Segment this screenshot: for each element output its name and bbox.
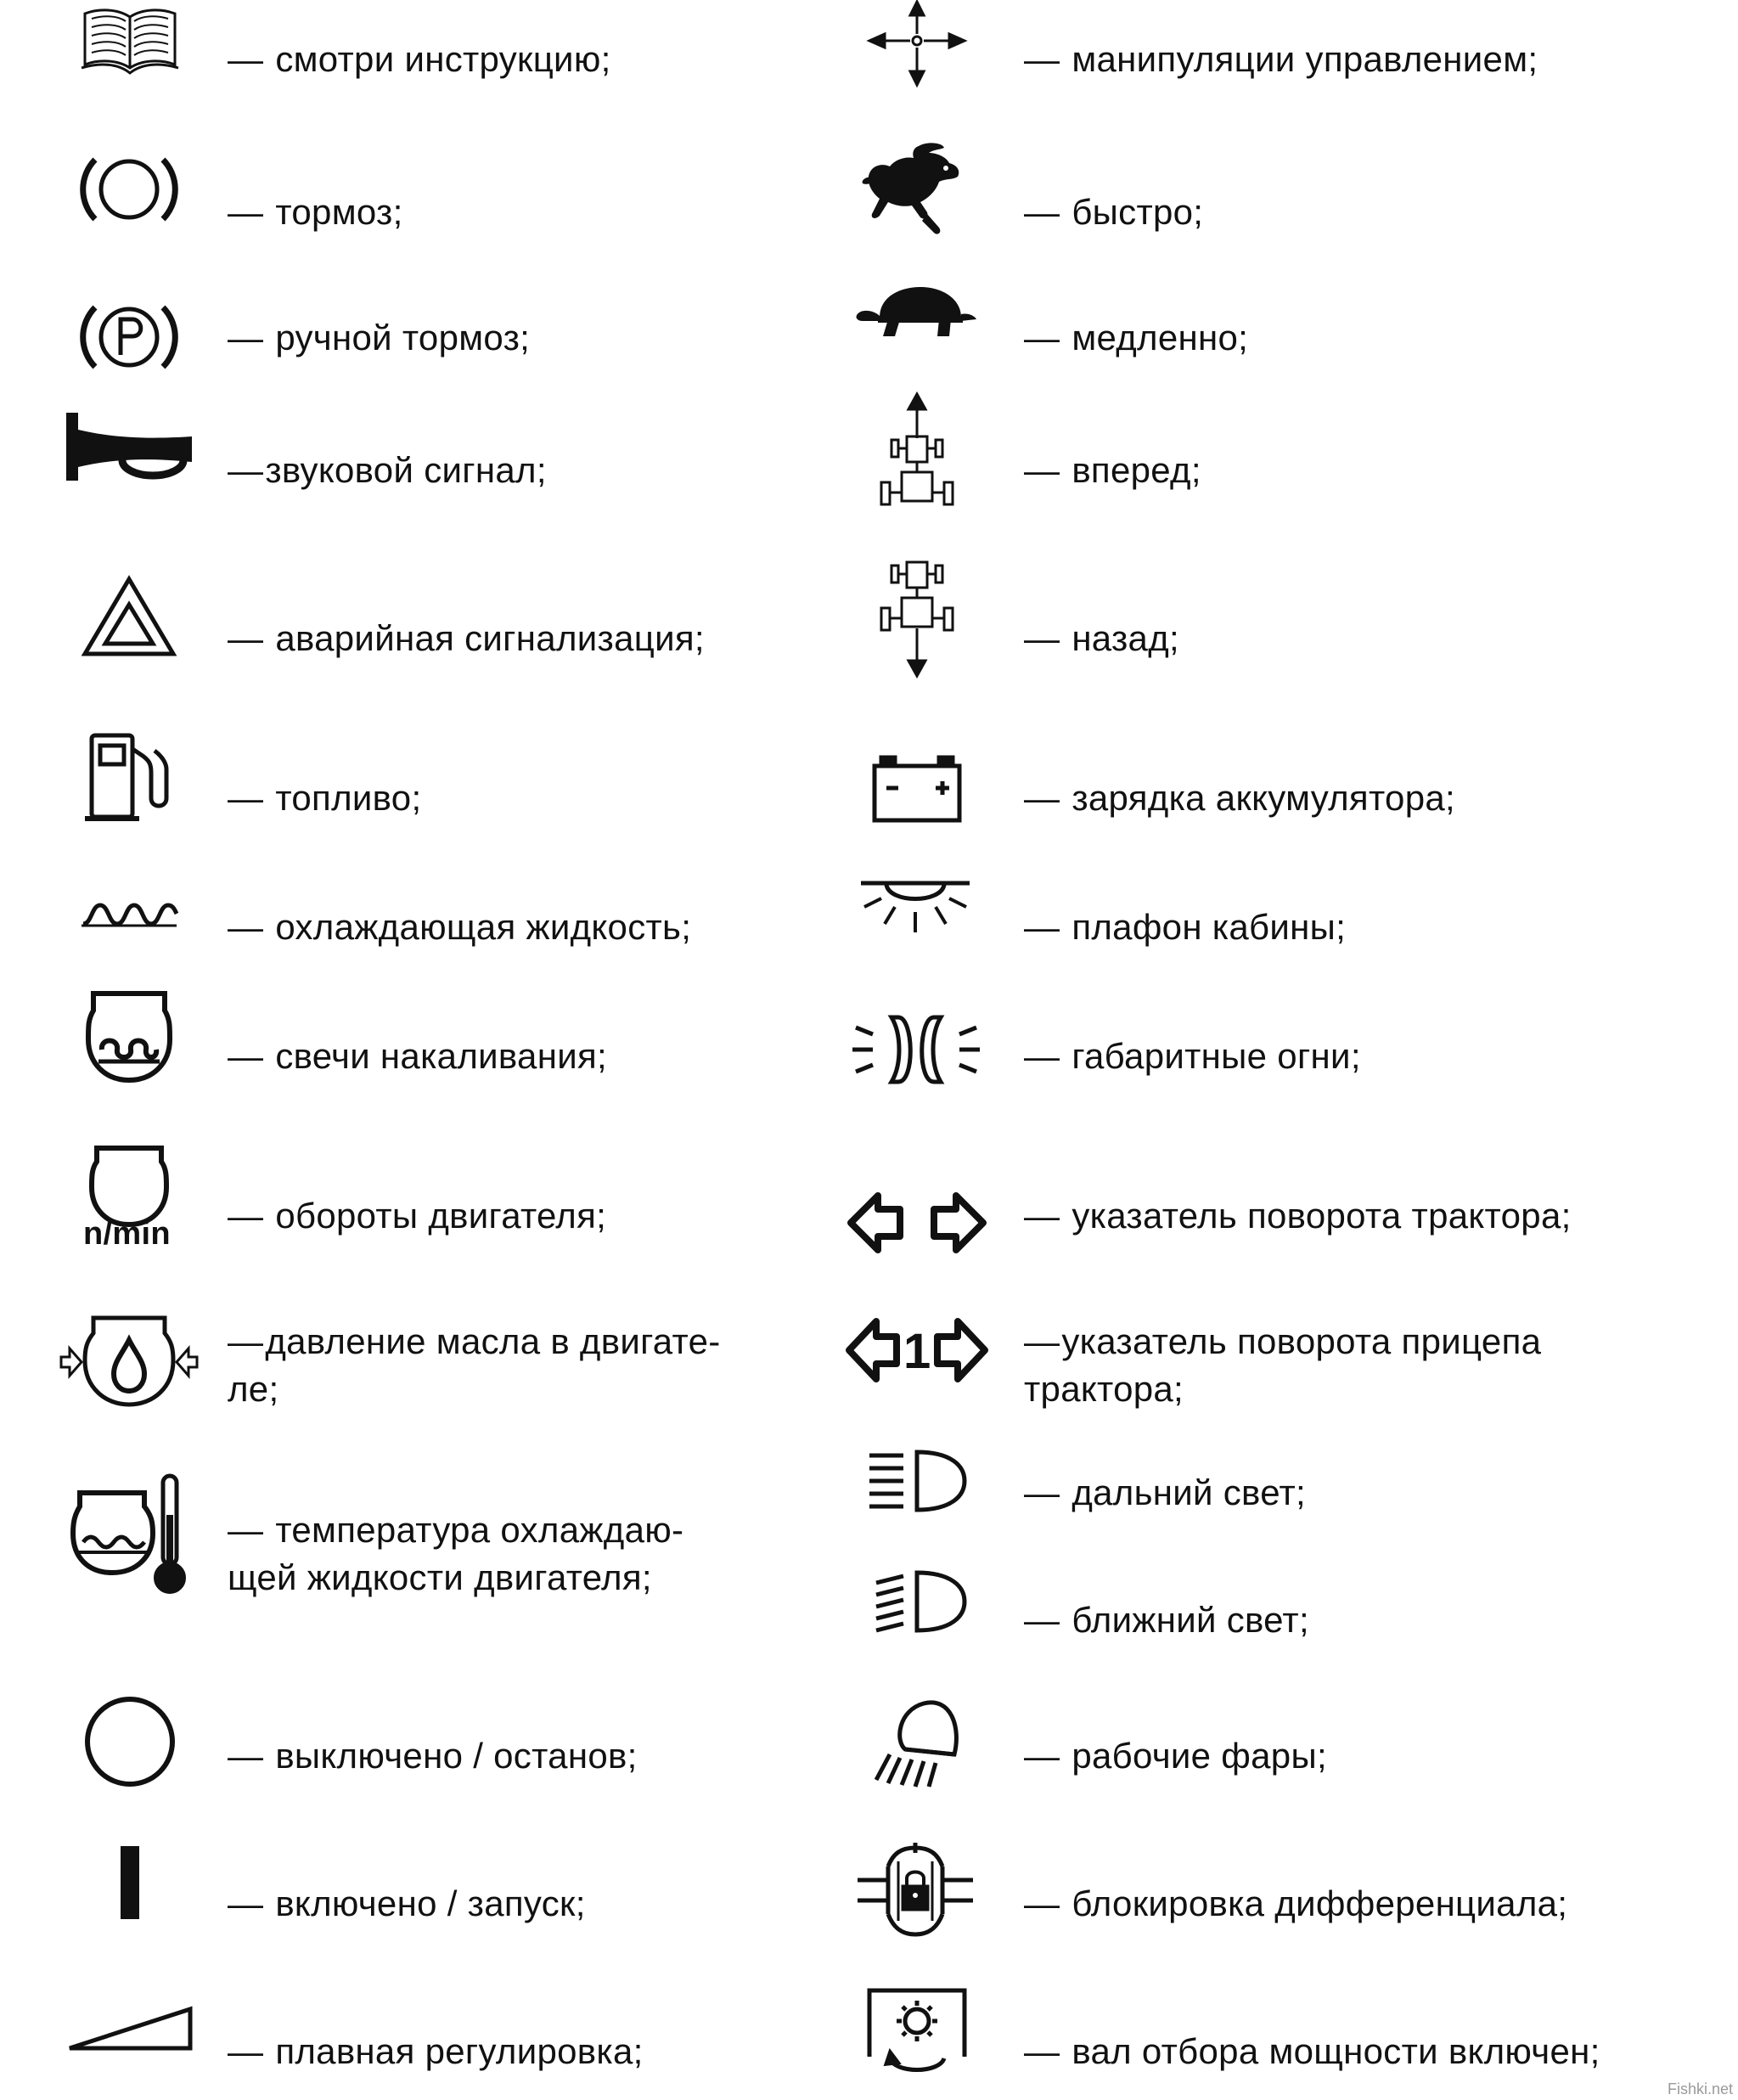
- turn-signal-tractor-icon: [844, 1189, 990, 1257]
- label-rpm: — обороты двигателя;: [228, 1196, 607, 1236]
- hazard-icon: [82, 574, 177, 659]
- brake-icon: [82, 151, 177, 228]
- label-slow: — медленно;: [1024, 318, 1249, 358]
- label-controls: — манипуляции управлением;: [1024, 39, 1538, 79]
- label-coolant-temp: — температура охлаждаю- щей жидкости двигателя;: [228, 1510, 684, 1597]
- turtle-icon: [854, 284, 978, 343]
- rpm-unit-label: n/min: [83, 1216, 171, 1252]
- label-parking-brake: — ручной тормоз;: [228, 318, 531, 358]
- tractor-forward-icon: [880, 394, 954, 510]
- rabbit-icon: [861, 139, 971, 246]
- label-forward: — вперед;: [1024, 450, 1201, 490]
- label-turn-trailer: —указатель поворота прицепа трактора;: [1024, 1321, 1542, 1409]
- label-fast: — быстро;: [1024, 192, 1204, 232]
- off-circle-icon: [83, 1695, 177, 1788]
- side-lights-icon: [849, 1011, 983, 1089]
- oil-pressure-icon: [58, 1309, 200, 1410]
- trailer-digit: 1: [903, 1324, 931, 1379]
- label-battery: — зарядка аккумулятора;: [1024, 778, 1455, 818]
- fuel-pump-icon: [83, 730, 177, 825]
- label-high-beam: — дальний свет;: [1024, 1472, 1306, 1512]
- watermark: Fishki.net: [1667, 2080, 1733, 2097]
- label-turn-tractor: — указатель поворота трактора;: [1024, 1196, 1572, 1236]
- label-glow-plugs: — свечи накаливания;: [228, 1036, 607, 1076]
- battery-icon: [869, 754, 965, 824]
- label-horn: —звуковой сигнал;: [228, 450, 547, 490]
- on-bar-icon: [121, 1846, 139, 1919]
- glow-plug-icon: [85, 988, 173, 1085]
- label-fuel: — топливо;: [228, 778, 422, 818]
- controls-arrows-icon: [866, 0, 968, 90]
- label-side-lights: — габаритные огни;: [1024, 1036, 1361, 1076]
- label-hazard: — аварийная сигнализация;: [228, 618, 705, 658]
- label-work-lights: — рабочие фары;: [1024, 1736, 1327, 1776]
- differential-lock-icon: [854, 1841, 976, 1941]
- label-pto: — вал отбора мощности включен;: [1024, 2031, 1600, 2071]
- label-manual: — смотри инструкцию;: [228, 39, 611, 79]
- label-oil-pressure: —давление масла в двигате- ле;: [228, 1321, 721, 1409]
- label-low-beam: — ближний свет;: [1024, 1600, 1309, 1640]
- horn-icon: [65, 411, 195, 484]
- coolant-wave-icon: [80, 898, 178, 929]
- label-diff-lock: — блокировка дифференциала;: [1024, 1883, 1568, 1923]
- parking-brake-icon: [82, 299, 177, 375]
- label-smooth: — плавная регулировка;: [228, 2031, 644, 2071]
- smooth-ramp-icon: [66, 2006, 194, 2053]
- high-beam-icon: [866, 1447, 968, 1515]
- coolant-temperature-icon: [70, 1472, 188, 1596]
- label-brake: — тормоз;: [228, 192, 403, 232]
- tractor-reverse-icon: [880, 560, 954, 679]
- label-off: — выключено / останов;: [228, 1736, 638, 1776]
- work-light-icon: [869, 1698, 963, 1792]
- low-beam-icon: [869, 1568, 968, 1636]
- label-coolant: — охлаждающая жидкость;: [228, 907, 692, 947]
- label-on: — включено / запуск;: [228, 1883, 586, 1923]
- pto-icon: [864, 1985, 970, 2080]
- label-reverse: — назад;: [1024, 618, 1179, 658]
- book-icon: [80, 5, 180, 75]
- label-cab-light: — плафон кабины;: [1024, 907, 1347, 947]
- cab-dome-light-icon: [858, 878, 973, 939]
